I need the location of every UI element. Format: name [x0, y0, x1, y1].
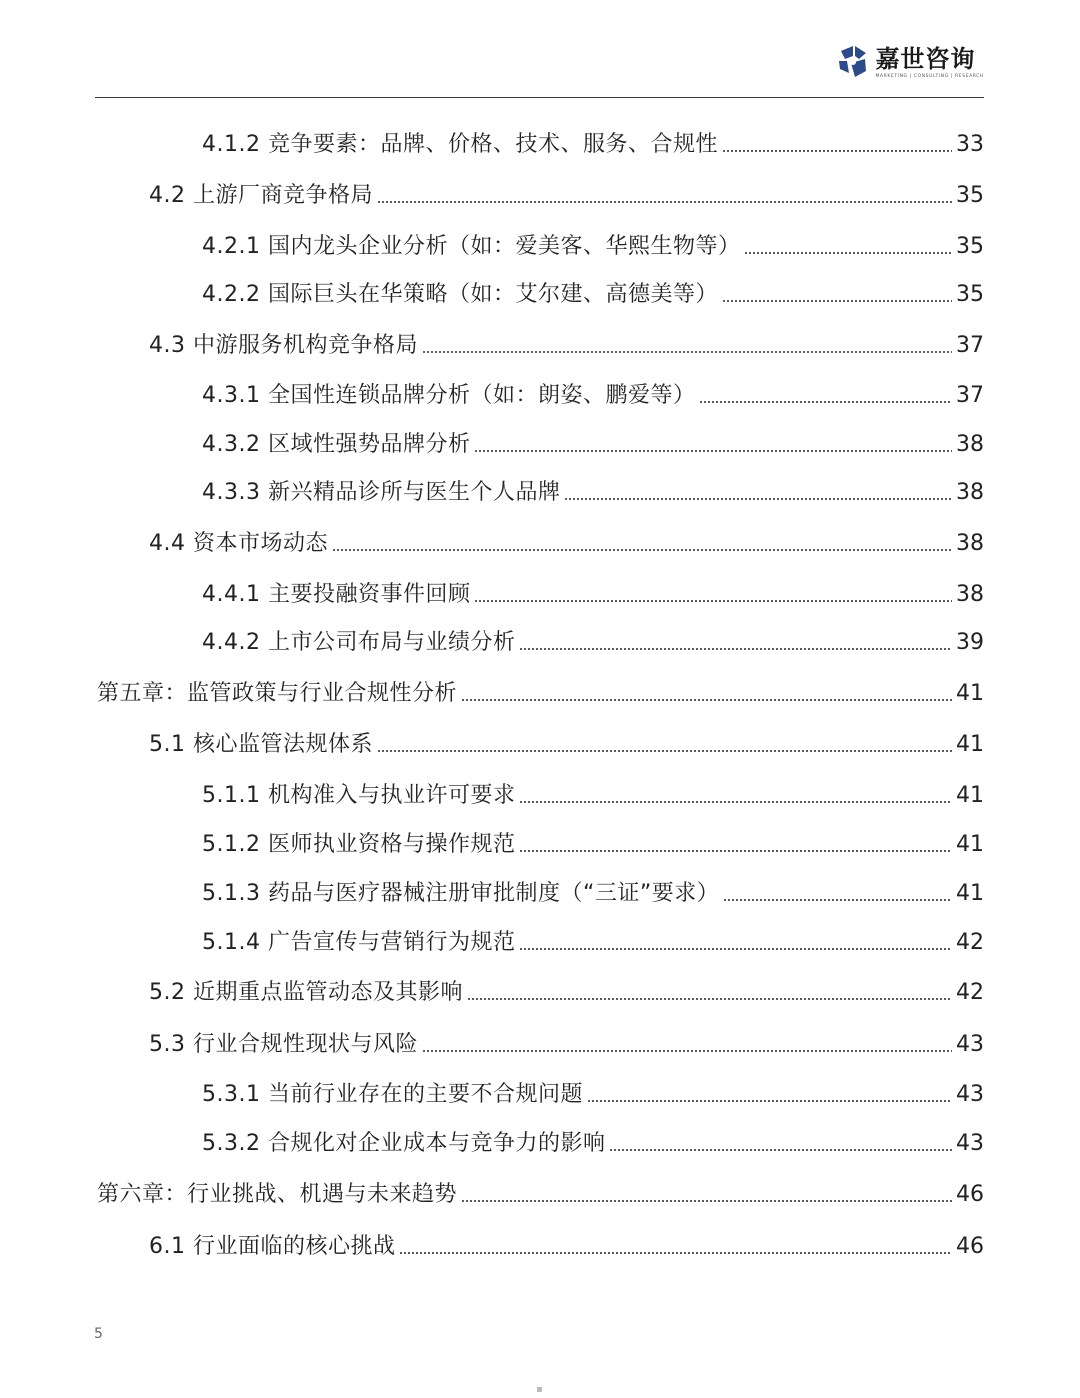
toc-dot-leader	[399, 1252, 952, 1254]
header-divider	[95, 97, 984, 99]
toc-entry-page: 38	[956, 531, 984, 556]
company-logo	[837, 44, 984, 88]
toc-dot-leader	[461, 699, 952, 701]
toc-entry-title: 5.1.4 广告宣传与营销行为规范	[202, 930, 516, 955]
toc-entry-page: 42	[956, 980, 984, 1005]
logo-tagline: MARKETING | CONSULTING | RESEARCH	[875, 74, 984, 79]
toc-entry-title: 6.1 行业面临的核心挑战	[149, 1234, 396, 1259]
toc-entry-page: 35	[956, 282, 984, 307]
toc-entry-title: 5.1 核心监管法规体系	[149, 732, 373, 757]
toc-dot-leader	[519, 801, 952, 803]
company-logo-icon	[837, 45, 869, 79]
toc-entry-title: 4.2 上游厂商竞争格局	[149, 183, 373, 208]
toc-dot-leader	[699, 401, 952, 403]
toc-entry-page: 43	[956, 1032, 984, 1057]
toc-entry-title: 5.1.1 机构准入与执业许可要求	[202, 783, 516, 808]
toc-entry[interactable]	[149, 726, 984, 760]
toc-entry-title: 4.3.3 新兴精品诊所与医生个人品牌	[202, 480, 561, 505]
toc-entry-title: 4.4.2 上市公司布局与业绩分析	[202, 630, 516, 655]
toc-entry-page: 37	[956, 333, 984, 358]
toc-entry[interactable]	[202, 228, 984, 262]
toc-entry-page: 38	[956, 582, 984, 607]
toc-dot-leader	[332, 549, 952, 551]
toc-entry-title: 4.2.1 国内龙头企业分析（如：爱美客、华熙生物等）	[202, 234, 741, 259]
toc-entry[interactable]	[202, 777, 984, 811]
toc-entry[interactable]	[149, 1228, 984, 1262]
toc-entry-page: 43	[956, 1082, 984, 1107]
toc-entry[interactable]	[202, 1076, 984, 1110]
bottom-mark: ▪	[536, 1384, 543, 1395]
toc-entry-title: 4.3.1 全国性连锁品牌分析（如：朗姿、鹏爱等）	[202, 383, 696, 408]
toc-entry-title: 4.3.2 区域性强势品牌分析	[202, 432, 471, 457]
toc-entry[interactable]	[202, 875, 984, 909]
page-header	[95, 36, 984, 98]
toc-entry[interactable]	[202, 126, 984, 160]
toc-entry[interactable]	[202, 426, 984, 460]
toc-entry-title: 5.3.2 合规化对企业成本与竞争力的影响	[202, 1131, 606, 1156]
toc-entry[interactable]	[149, 177, 984, 211]
toc-entry-page: 46	[956, 1234, 984, 1259]
toc-dot-leader	[461, 1200, 952, 1202]
toc-entry-page: 37	[956, 383, 984, 408]
toc-dot-leader	[467, 998, 952, 1000]
toc-dot-leader	[744, 252, 952, 254]
toc-entry-page: 42	[956, 930, 984, 955]
toc-dot-leader	[722, 150, 952, 152]
toc-entry[interactable]	[97, 1176, 984, 1210]
toc-entry[interactable]	[202, 624, 984, 658]
toc-entry-page: 41	[956, 832, 984, 857]
toc-entry[interactable]	[149, 525, 984, 559]
toc-entry-title: 5.3.1 当前行业存在的主要不合规问题	[202, 1082, 583, 1107]
toc-entry-page: 35	[956, 234, 984, 259]
toc-entry-title: 4.1.2 竞争要素：品牌、价格、技术、服务、合规性	[202, 132, 718, 157]
toc-entry-page: 41	[956, 681, 984, 706]
toc-dot-leader	[564, 498, 952, 500]
toc-entry-page: 41	[956, 881, 984, 906]
toc-entry[interactable]	[149, 1026, 984, 1060]
toc-dot-leader	[519, 850, 952, 852]
toc-entry[interactable]	[202, 1125, 984, 1159]
toc-entry[interactable]	[202, 276, 984, 310]
toc-entry-page: 39	[956, 630, 984, 655]
toc-entry-title: 4.4.1 主要投融资事件回顾	[202, 582, 471, 607]
toc-dot-leader	[723, 899, 952, 901]
toc-dot-leader	[609, 1149, 952, 1151]
toc-dot-leader	[422, 1050, 952, 1052]
toc-entry[interactable]	[149, 974, 984, 1008]
toc-entry-title: 5.1.2 医师执业资格与操作规范	[202, 832, 516, 857]
toc-entry[interactable]	[202, 924, 984, 958]
page-number: 5	[94, 1326, 103, 1342]
toc-entry-title: 第五章：监管政策与行业合规性分析	[97, 681, 458, 706]
toc-entry-page: 38	[956, 432, 984, 457]
toc-entry-title: 第六章：行业挑战、机遇与未来趋势	[97, 1182, 458, 1207]
toc-dot-leader	[474, 450, 952, 452]
toc-entry-page: 41	[956, 783, 984, 808]
toc-entry-page: 35	[956, 183, 984, 208]
toc-dot-leader	[722, 300, 952, 302]
toc-entry-title: 5.1.3 药品与医疗器械注册审批制度（“三证”要求）	[202, 881, 720, 906]
toc-dot-leader	[519, 648, 952, 650]
toc-entry-title: 4.4 资本市场动态	[149, 531, 328, 556]
toc-entry[interactable]	[202, 474, 984, 508]
toc-entry[interactable]	[202, 826, 984, 860]
toc-entry-page: 38	[956, 480, 984, 505]
toc-dot-leader	[422, 351, 952, 353]
toc-entry[interactable]	[202, 576, 984, 610]
toc-dot-leader	[377, 201, 952, 203]
toc-entry-title: 4.2.2 国际巨头在华策略（如：艾尔建、高德美等）	[202, 282, 718, 307]
toc-entry-title: 5.3 行业合规性现状与风险	[149, 1032, 418, 1057]
toc-entry[interactable]	[202, 377, 984, 411]
toc-dot-leader	[377, 750, 952, 752]
toc-entry[interactable]	[149, 327, 984, 361]
toc-entry-title: 4.3 中游服务机构竞争格局	[149, 333, 418, 358]
logo-text	[875, 44, 984, 80]
toc-dot-leader	[519, 948, 952, 950]
toc-dot-leader	[587, 1100, 952, 1102]
toc-entry-page: 46	[956, 1182, 984, 1207]
logo-name: 嘉世咨询	[875, 45, 976, 73]
toc-entry-title: 5.2 近期重点监管动态及其影响	[149, 980, 463, 1005]
toc-entry-page: 33	[956, 132, 984, 157]
toc-dot-leader	[474, 600, 952, 602]
toc-entry[interactable]	[97, 675, 984, 709]
toc-entry-page: 43	[956, 1131, 984, 1156]
toc-entry-page: 41	[956, 732, 984, 757]
